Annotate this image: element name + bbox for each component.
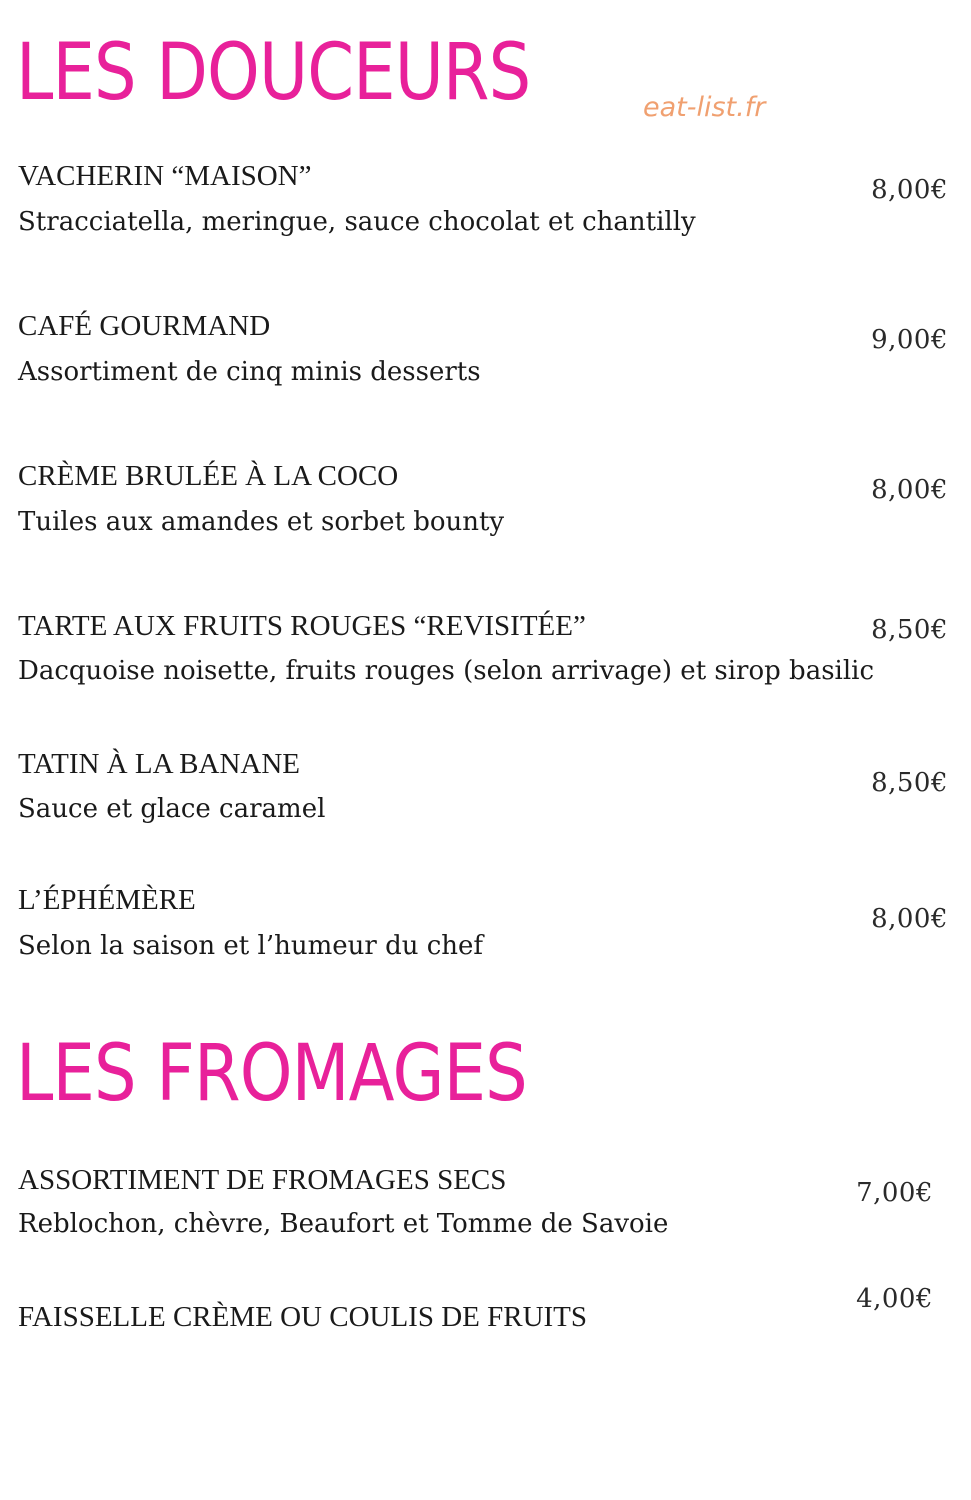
item-name: ASSORTIMENT DE FROMAGES SECS xyxy=(18,1164,507,1196)
item-name: TATIN À LA BANANE xyxy=(18,748,301,780)
item-price: 8,50€ xyxy=(871,615,948,645)
item-description: Reblochon, chèvre, Beaufort et Tomme de Savoie xyxy=(18,1209,669,1239)
item-price: 8,50€ xyxy=(871,768,948,798)
item-description: Dacquoise noisette, fruits rouges (selon arrivage) et sirop basilic xyxy=(18,656,875,686)
item-description: Stracciatella, meringue, sauce chocolat et chantilly xyxy=(18,207,696,237)
item-name: TARTE AUX FRUITS ROUGES “REVISITÉE” xyxy=(18,610,586,642)
item-price: 8,00€ xyxy=(871,475,948,505)
item-price: 8,00€ xyxy=(871,904,948,934)
item-name: FAISSELLE CRÈME OU COULIS DE FRUITS xyxy=(18,1301,588,1333)
section-title-fromages: LES FROMAGES xyxy=(16,1029,527,1119)
item-description: Selon la saison et l’humeur du chef xyxy=(18,931,484,961)
item-price: 4,00€ xyxy=(856,1284,933,1314)
item-description: Assortiment de cinq minis desserts xyxy=(18,357,481,387)
item-name: VACHERIN “MAISON” xyxy=(18,160,312,192)
item-description: Tuiles aux amandes et sorbet bounty xyxy=(18,507,505,537)
item-price: 9,00€ xyxy=(871,325,948,355)
item-name: L’ÉPHÉMÈRE xyxy=(18,884,196,916)
watermark: eat-list.fr xyxy=(643,92,766,123)
item-description: Sauce et glace caramel xyxy=(18,794,326,824)
item-price: 7,00€ xyxy=(856,1178,933,1208)
section-title-douceurs: LES DOUCEURS xyxy=(16,28,531,118)
item-name: CAFÉ GOURMAND xyxy=(18,310,271,342)
item-name: CRÈME BRULÉE À LA COCO xyxy=(18,460,399,492)
item-price: 8,00€ xyxy=(871,175,948,205)
